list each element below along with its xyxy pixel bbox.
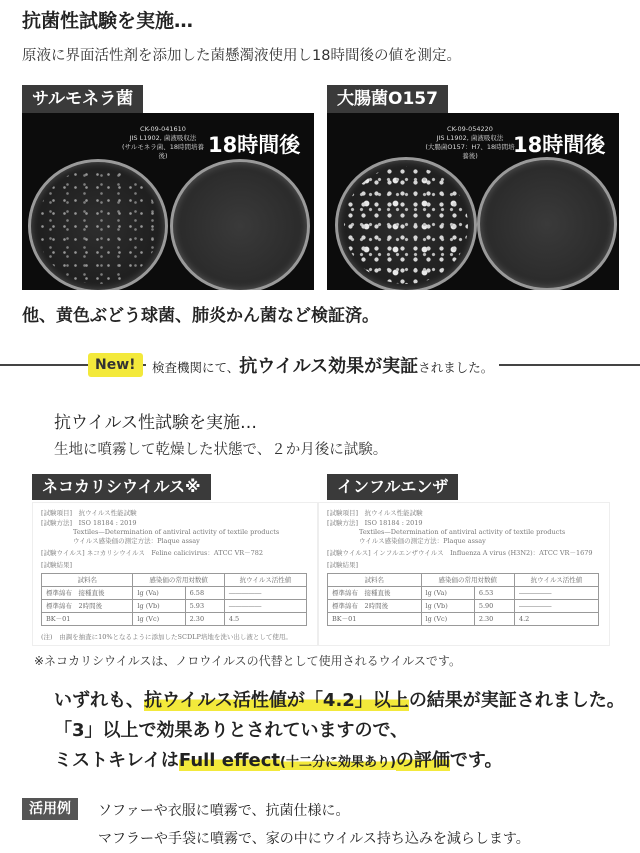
feline-calicivirus-report: [試験項目] 抗ウイルス性能試験 [試験方法] ISO 18184 : 2019 Textiles—Determination of antiviral activity of textile products ウイルス感染価の測定方法：Plaque assay [試験ウイルス] ネコカリシウイルス Feline calicivirus：ATCC VR－782 [試験結果] 試料名 感染価の常用対数値 抗ウイルス活性値 標準綿布 接種直後 lg (Va) 6.58 ――――― 標準綿布 2時間後 lg (Vb) 5.93 ――――― BK－01 lg (Vc) 2.30 4.5 (注) 由調を抽査に10%となるように添加したSCDLP培地を洗い出し液として使用。 — [32, 502, 318, 646]
table-row: 標準綿布 2時間後 lg (Vb) 5.90 ――――― — [328, 600, 599, 613]
table-row: BK－01 lg (Vc) 2.30 4.5 — [42, 613, 307, 626]
antiviral-test-subtitle: 生地に噴霧して乾燥した状態で、２か月後に試験。 — [54, 442, 388, 458]
salmonella-code: CK-09-041610 JIS L1902, 菌液吸収法 (サルモネラ菌、18時間培養後) — [122, 125, 204, 160]
influenza-label: インフルエンザ — [327, 474, 458, 500]
ecoli-code: CK-09-054220 JIS L1902, 菌液吸収法 (大腸菌O157：H7、18時間培養後) — [425, 125, 515, 160]
salmonella-dish-control — [28, 159, 168, 290]
antibacterial-test-subtitle: 原液に界面活性剤を添加した菌懸濁液使用し18時間後の値を測定。 — [22, 48, 461, 64]
usage-line-1: ソファーや衣服に噴霧で、抗菌仕様に。 — [98, 803, 350, 819]
table-row: 標準綿布 接種直後 lg (Va) 6.58 ――――― — [42, 587, 307, 600]
influenza-report: [試験項目] 抗ウイルス性能試験 [試験方法] ISO 18184 : 2019 Textiles—Determination of antiviral activity of textile products ウイルス感染価の測定方法：Plaque assay [試験ウイルス] インフルエンザウイルス Influenza A virus (H3N2)：ATCC VR－1679 [試験結果] 試料名 感染価の常用対数値 抗ウイルス活性値 標準綿布 接種直後 lg (Va) 6.53 ――――― 標準綿布 2時間後 lg (Vb) 5.90 ――――― BK－01 lg (Vc) 2.30 4.2 — [318, 502, 610, 646]
ecoli-hours: 18時間後 — [513, 133, 606, 157]
salmonella-dish-photo — [22, 113, 314, 290]
new-badge: New! — [88, 353, 143, 377]
feline-results-table: 試料名 感染価の常用対数値 抗ウイルス活性値 標準綿布 接種直後 lg (Va) 6.58 ――――― 標準綿布 2時間後 lg (Vb) 5.93 ――――― BK－01 lg (Vc) 2.30 4.5 — [41, 573, 307, 626]
table-row: 標準綿布 接種直後 lg (Va) 6.53 ――――― — [328, 587, 599, 600]
ecoli-dish-treated — [477, 157, 617, 290]
salmonella-dish-treated — [170, 159, 310, 290]
banner-text: 検査機関にて、抗ウイルス効果が実証されました。 — [146, 352, 499, 378]
table-row: BK－01 lg (Vc) 2.30 4.2 — [328, 613, 599, 626]
ecoli-dish-photo — [327, 113, 619, 290]
feline-calicivirus-footnote: ※ネコカリシウイルスは、ノロウイルスの代替として使用されるウイルスです。 — [34, 654, 461, 668]
ecoli-label: 大腸菌O157 — [327, 85, 448, 113]
summary-line-1: いずれも、抗ウイルス活性値が「4.2」以上の結果が実証されました。 — [54, 690, 625, 711]
antiviral-test-title: 抗ウイルス性試験を実施… — [54, 413, 257, 433]
summary-line-2: 「3」以上で効果ありとされていますので、 — [54, 720, 409, 741]
usage-badge: 活用例 — [22, 798, 78, 820]
summary-line-3: ミストキレイはFull effect(十二分に効果あり)の評価です。 — [54, 750, 503, 771]
other-bacteria-verified: 他、黄色ぶどう球菌、肺炎かん菌など検証済。 — [22, 306, 379, 326]
ecoli-dish-control — [335, 157, 477, 290]
salmonella-label: サルモネラ菌 — [22, 85, 143, 113]
usage-line-2: マフラーや手袋に噴霧で、家の中にウイルス持ち込みを減らします。 — [98, 831, 530, 847]
antibacterial-test-title: 抗菌性試験を実施… — [22, 10, 194, 32]
feline-calicivirus-label: ネコカリシウイルス※ — [32, 474, 211, 500]
table-row: 標準綿布 2時間後 lg (Vb) 5.93 ――――― — [42, 600, 307, 613]
influenza-results-table: 試料名 感染価の常用対数値 抗ウイルス活性値 標準綿布 接種直後 lg (Va) 6.53 ――――― 標準綿布 2時間後 lg (Vb) 5.90 ――――― BK－01 lg (Vc) 2.30 4.2 — [327, 573, 599, 626]
salmonella-hours: 18時間後 — [208, 133, 301, 157]
